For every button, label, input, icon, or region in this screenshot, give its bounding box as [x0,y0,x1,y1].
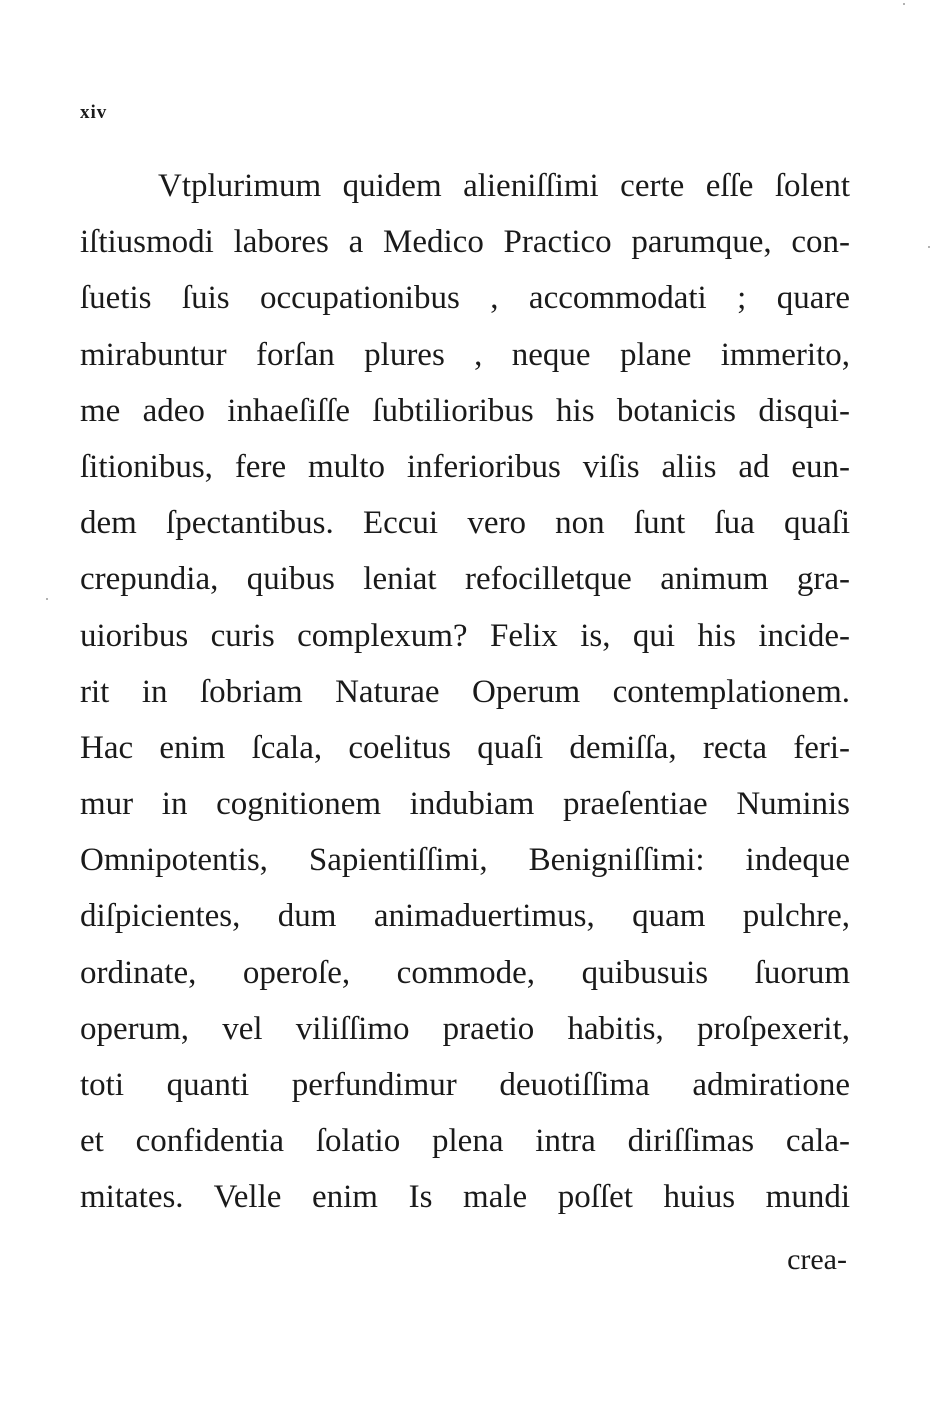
text-line: uioribus curis complexum? Felix is, qui his incide- [80,617,850,654]
catchword: crea- [787,1243,847,1276]
text-line: ſuetis ſuis occupationibus , accommodati ; quare [80,280,850,317]
text-line: Hac enim ſcala, coelitus quaſi demiſſa, recta feri- [80,729,850,766]
text-line: mitates. Velle enim Is male poſſet huius mundi [80,1179,850,1216]
text-line: rit in ſobriam Naturae Operum contemplationem. [80,673,850,710]
text-line: ordinate, operoſe, commode, quibusuis ſuorum [80,954,850,991]
text-line: iſtiusmodi labores a Medico Practico parumque, con- [80,224,850,261]
page-number: xiv [80,102,108,123]
text-line: dem ſpectantibus. Eccui vero non ſunt ſua quaſi [80,505,850,542]
text-line: et confidentia ſolatio plena intra diriſſimas cala- [80,1123,850,1160]
text-line: crepundia, quibus leniat refocilletque animum gra- [80,561,850,598]
paper-speck [46,598,48,600]
body-text [80,158,850,1226]
text-line: mirabuntur forſan plures , neque plane immerito, [80,336,850,373]
text-line: Omnipotentis, Sapientiſſimi, Benigniſſimi: indeque [80,842,850,879]
text-line: operum, vel viliſſimo praetio habitis, proſpexerit, [80,1010,850,1047]
text-line: ſitionibus, fere multo inferioribus viſis aliis ad eun- [80,448,850,485]
text-line: mur in cognitionem indubiam praeſentiae Numinis [80,786,850,823]
paper-speck [903,3,905,5]
text-line: Vtplurimum quidem alieniſſimi certe eſſe ſolent [158,168,850,204]
text-line: diſpicientes, dum animaduertimus, quam pulchre, [80,898,850,935]
text-line: me adeo inhaeſiſſe ſubtilioribus his botanicis disqui- [80,392,850,429]
text-line: toti quanti perfundimur deuotiſſima admiratione [80,1067,850,1103]
